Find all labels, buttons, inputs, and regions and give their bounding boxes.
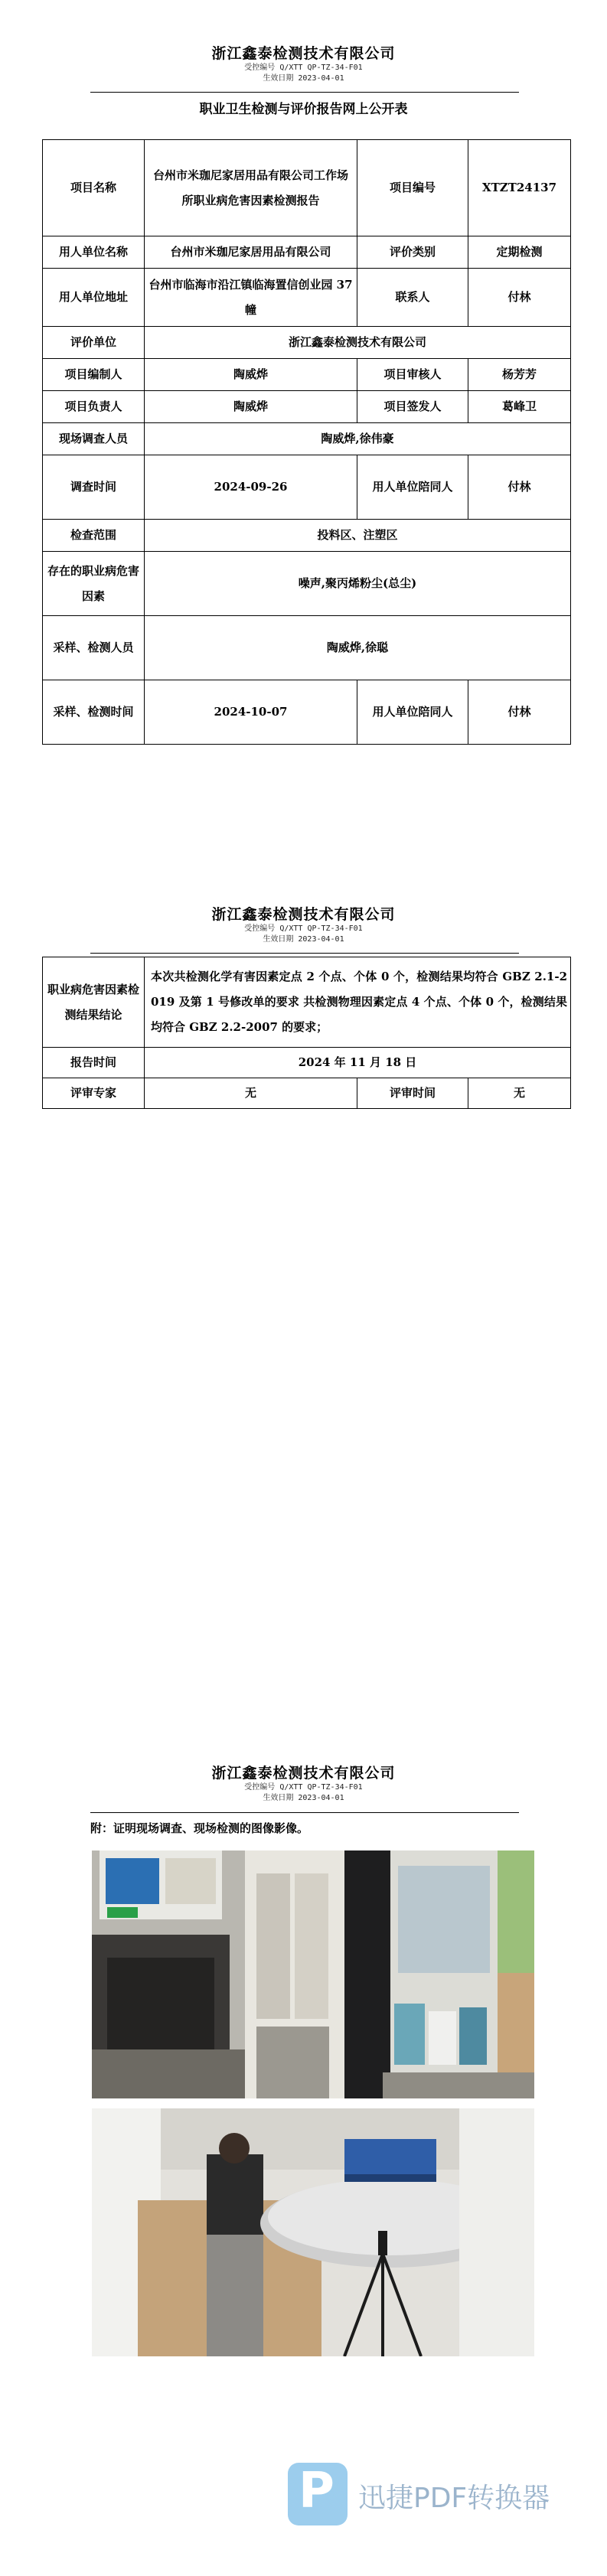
eval-unit-value: 浙江鑫泰检测技术有限公司	[145, 327, 571, 359]
conclusion-value: 本次共检测化学有害因素定点 2 个点、个体 0 个，检测结果均符合 GBZ 2.1-2019 及第 1 号修改单的要求 共检测物理因素定点 4 个点、个体 0 个，检测结果均符合 GBZ 2.2-2007 的要求；	[145, 957, 571, 1048]
page3-header	[0, 1762, 607, 1804]
document-title: 职业卫生检测与评价报告网上公开表	[199, 102, 408, 117]
control-number: 受控编号 Q/XTT QP-TZ-34-F01	[244, 924, 363, 933]
effective-date: 生效日期 2023-04-01	[263, 1794, 344, 1802]
sampler-value: 陶威烨,徐聪	[145, 616, 571, 680]
reviewer-label: 项目审核人	[357, 359, 468, 391]
disclosure-table	[42, 139, 571, 745]
site-detection-photo	[92, 2108, 534, 2356]
report-time-label: 报告时间	[43, 1048, 145, 1078]
table-row	[43, 455, 571, 520]
table-row	[43, 423, 571, 455]
table-row	[43, 327, 571, 359]
conclusion-table	[42, 957, 571, 1109]
site-entrance-photo	[92, 1850, 534, 2098]
page2-header	[0, 903, 607, 945]
scope-label: 检查范围	[43, 520, 145, 552]
employer-label: 用人单位名称	[43, 236, 145, 269]
survey-time-value: 2024-09-26	[145, 455, 357, 520]
reviewer-value: 杨芳芳	[468, 359, 571, 391]
sampling-time-value: 2024-10-07	[145, 680, 357, 745]
project-name-label: 项目名称	[43, 140, 145, 236]
header-rule	[90, 953, 519, 954]
contact-value: 付林	[468, 269, 571, 327]
report-time-value: 2024 年 11 月 18 日	[145, 1048, 571, 1078]
table-row	[43, 957, 571, 1048]
effective-date: 生效日期 2023-04-01	[263, 935, 344, 944]
page1-header	[0, 42, 607, 84]
table-row	[43, 236, 571, 269]
eval-type-value: 定期检测	[468, 236, 571, 269]
employer-value: 台州市米珈尼家居用品有限公司	[145, 236, 357, 269]
pdf-converter-watermark	[288, 2460, 563, 2529]
table-row	[43, 1048, 571, 1078]
sampling-accompany-value: 付林	[468, 680, 571, 745]
issuer-value: 葛峰卫	[468, 391, 571, 423]
expert-value: 无	[145, 1078, 357, 1109]
watermark-text: 迅捷PDF转换器	[358, 2483, 550, 2514]
table-row	[43, 391, 571, 423]
company-name: 浙江鑫泰检测技术有限公司	[211, 906, 396, 923]
sampling-time-label: 采样、检测时间	[43, 680, 145, 745]
header-rule	[90, 92, 519, 93]
table-row	[43, 140, 571, 236]
company-name: 浙江鑫泰检测技术有限公司	[211, 45, 396, 62]
leader-value: 陶威烨	[145, 391, 357, 423]
issuer-label: 项目签发人	[357, 391, 468, 423]
address-value: 台州市临海市沿江镇临海置信创业园 37 幢	[145, 269, 357, 327]
compiler-label: 项目编制人	[43, 359, 145, 391]
project-no-value: XTZT24137	[468, 140, 571, 236]
control-number: 受控编号 Q/XTT QP-TZ-34-F01	[244, 64, 363, 72]
sampler-label: 采样、检测人员	[43, 616, 145, 680]
review-time-value: 无	[468, 1078, 571, 1109]
table-row	[43, 1078, 571, 1109]
sampling-accompany-label: 用人单位陪同人	[357, 680, 468, 745]
table-row	[43, 359, 571, 391]
table-row	[43, 269, 571, 327]
table-row	[43, 616, 571, 680]
table-row	[43, 680, 571, 745]
review-time-label: 评审时间	[357, 1078, 468, 1109]
project-no-label: 项目编号	[357, 140, 468, 236]
eval-unit-label: 评价单位	[43, 327, 145, 359]
control-number: 受控编号 Q/XTT QP-TZ-34-F01	[244, 1783, 363, 1792]
header-rule	[90, 1812, 519, 1813]
address-label: 用人单位地址	[43, 269, 145, 327]
effective-date: 生效日期 2023-04-01	[263, 74, 344, 83]
investigator-value: 陶威烨,徐伟豪	[145, 423, 571, 455]
expert-label: 评审专家	[43, 1078, 145, 1109]
conclusion-label: 职业病危害因素检测结果结论	[43, 957, 145, 1048]
company-name: 浙江鑫泰检测技术有限公司	[211, 1765, 396, 1782]
attachment-note: 附：证明现场调查、现场检测的图像影像。	[90, 1821, 309, 1835]
scope-value: 投料区、注塑区	[145, 520, 571, 552]
project-name-value: 台州市米珈尼家居用品有限公司工作场所职业病危害因素检测报告	[145, 140, 357, 236]
pdf-logo-glyph: P	[299, 2463, 335, 2519]
hazard-value: 噪声,聚丙烯粉尘(总尘)	[145, 552, 571, 616]
survey-accompany-value: 付林	[468, 455, 571, 520]
eval-type-label: 评价类别	[357, 236, 468, 269]
compiler-value: 陶威烨	[145, 359, 357, 391]
hazard-label: 存在的职业病危害因素	[43, 552, 145, 616]
table-row	[43, 552, 571, 616]
table-row	[43, 520, 571, 552]
contact-label: 联系人	[357, 269, 468, 327]
investigator-label: 现场调查人员	[43, 423, 145, 455]
leader-label: 项目负责人	[43, 391, 145, 423]
survey-accompany-label: 用人单位陪同人	[357, 455, 468, 520]
survey-time-label: 调查时间	[43, 455, 145, 520]
